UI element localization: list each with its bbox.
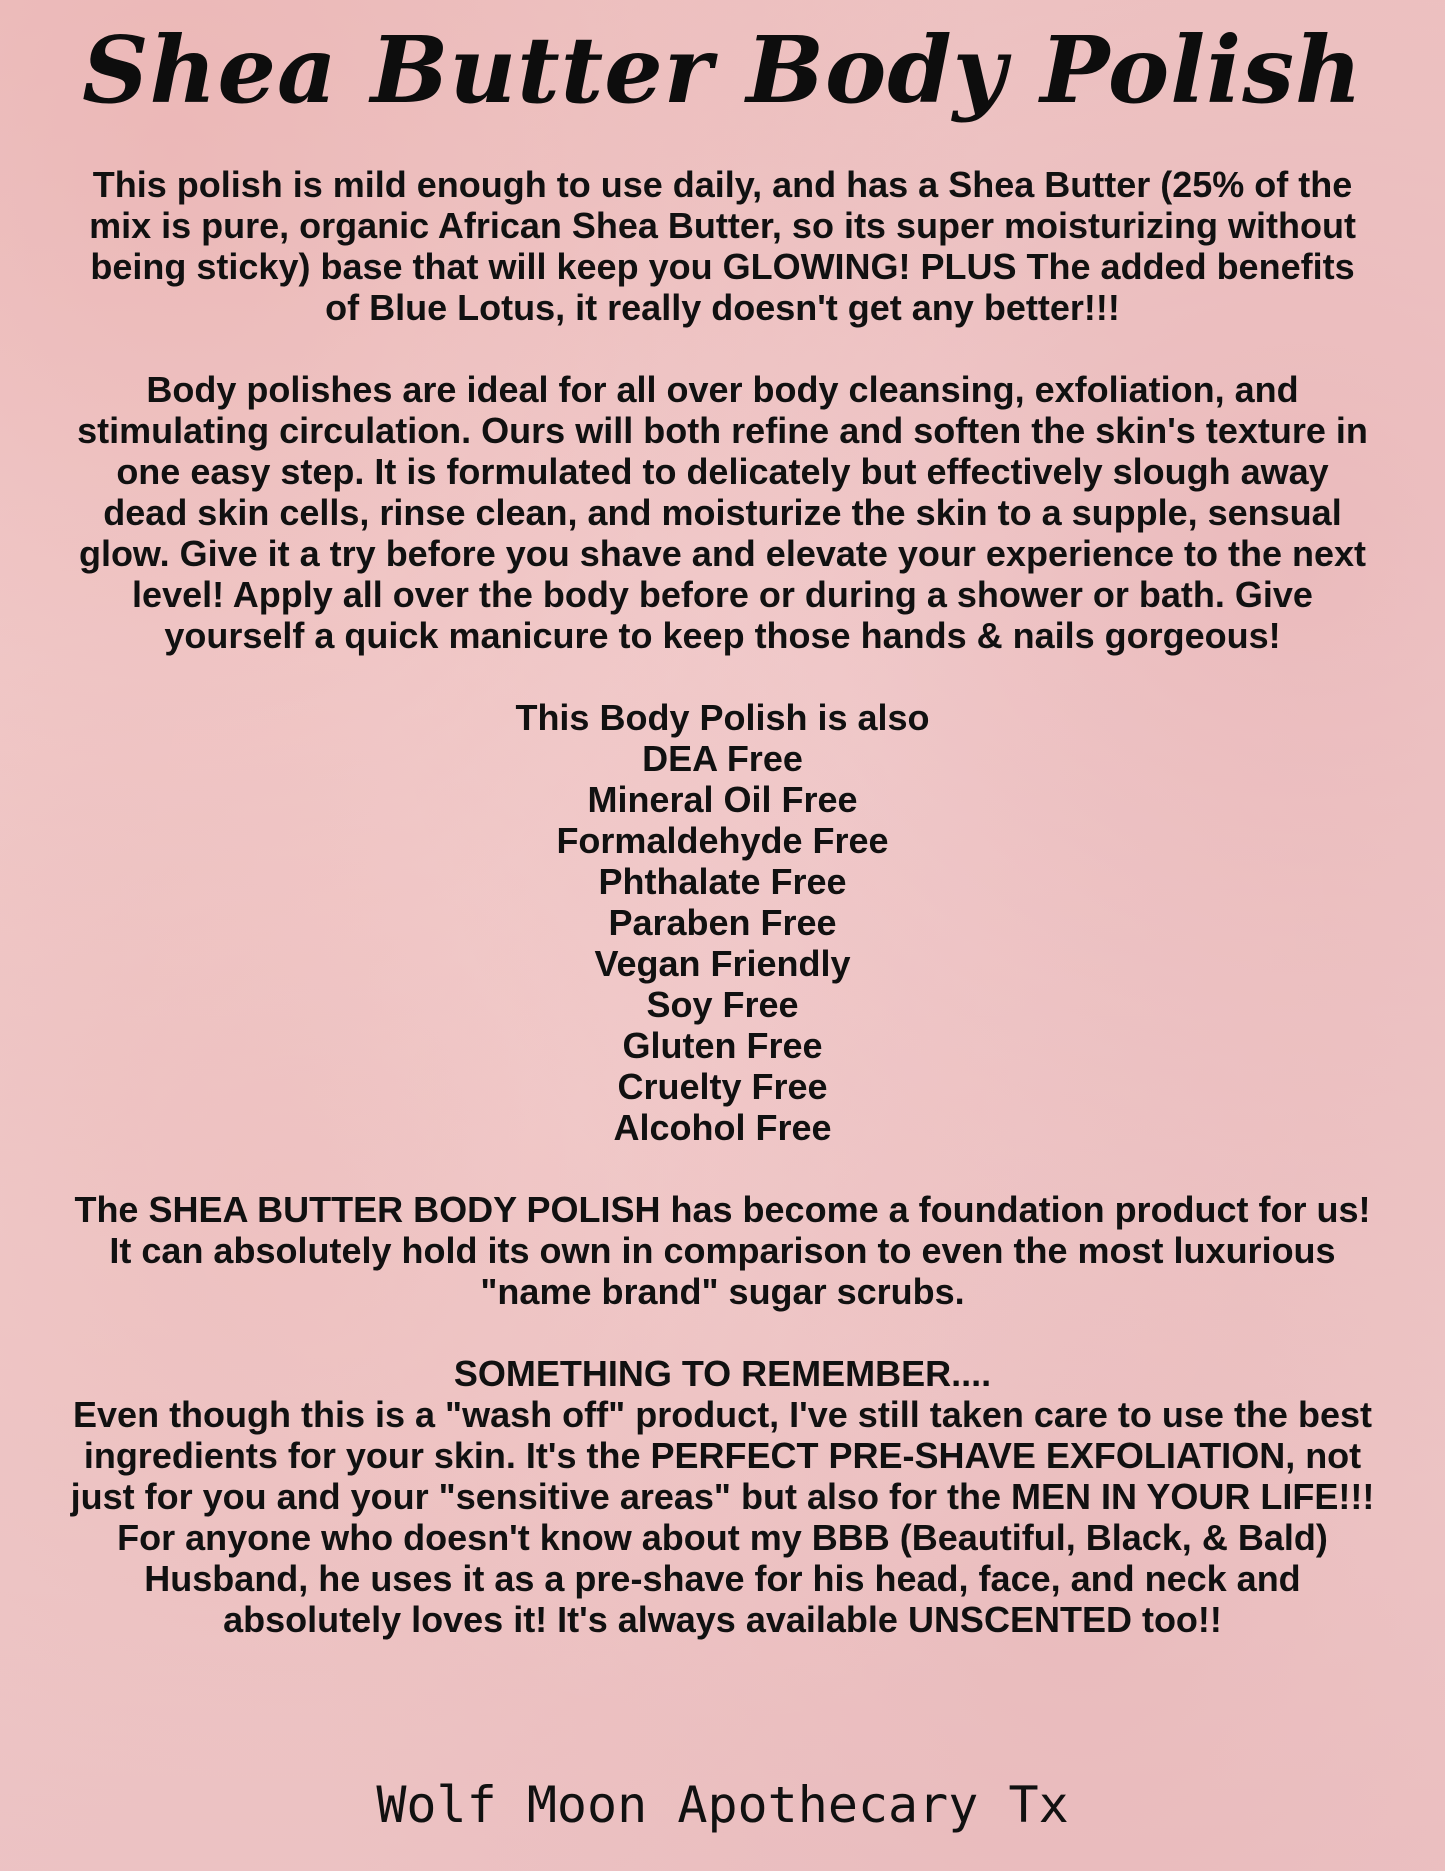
- list-item: Paraben Free: [608, 902, 837, 943]
- list-item: Mineral Oil Free: [587, 779, 858, 820]
- page-title: Shea Butter Body Polish: [82, 16, 1363, 124]
- list-item: Vegan Friendly: [594, 943, 851, 984]
- brand-signature: Wolf Moon Apothecary Tx: [376, 1776, 1069, 1834]
- remember-text: Even though this is a "wash off" product, I've still taken care to use the best ingredients for your skin. It's the PERFECT PRE-SHAVE EXFOLIATION, not just for you and your "sensitive areas" but also for the MEN IN YOUR LIFE!!! For anyone who doesn't know about my BBB (Beautiful, Black, & Bald) Husband, he uses it as a pre-shave for his head, face, and neck and absolutely loves it! It's always available UNSCENTED too!!: [70, 1394, 1375, 1640]
- intro-paragraph: This polish is mild enough to use daily, and has a Shea Butter (25% of the mix is pure, organic African Shea Butter, so its super moisturizing without being sticky) base that will keep you GLOWING! PLUS The added benefits of Blue Lotus, it really doesn't get any better!!!: [89, 164, 1356, 328]
- free-from-list: [70, 697, 1375, 1148]
- list-item: Formaldehyde Free: [556, 820, 889, 861]
- remember-section: [70, 1353, 1375, 1640]
- benefits-paragraph: Body polishes are ideal for all over body cleansing, exfoliation, and stimulating circulation. Ours will both refine and soften the skin's texture in one easy step. It is formulated to delicately but effectively slough away dead skin cells, rinse clean, and moisturize the skin to a supple, sensual glow. Give it a try before you shave and elevate your experience to the next level! Apply all over the body before or during a shower or bath. Give yourself a quick manicure to keep those hands & nails gorgeous!: [77, 369, 1368, 656]
- remember-heading: SOMETHING TO REMEMBER....: [453, 1353, 992, 1394]
- list-item: Phthalate Free: [598, 861, 847, 902]
- list-item: DEA Free: [642, 738, 803, 779]
- list-item: Cruelty Free: [617, 1066, 828, 1107]
- document-body: [70, 164, 1375, 1640]
- foundation-paragraph: The SHEA BUTTER BODY POLISH has become a foundation product for us! It can absolutely hold its own in comparison to even the most luxurious "name brand" sugar scrubs.: [74, 1189, 1371, 1312]
- list-item: Alcohol Free: [613, 1107, 832, 1148]
- list-item: Soy Free: [646, 984, 799, 1025]
- list-item: Gluten Free: [622, 1025, 823, 1066]
- free-from-intro: This Body Polish is also: [515, 697, 930, 738]
